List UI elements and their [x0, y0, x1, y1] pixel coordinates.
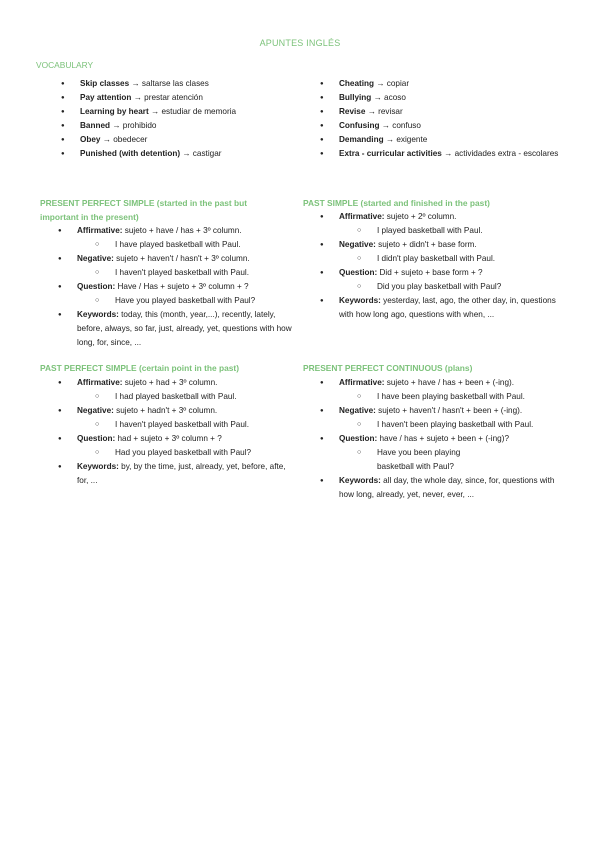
list-item: ● Affirmative: sujeto + have / has + been + (-ing). ○ I have been playing basketball with Paul.: [302, 376, 566, 404]
list-item: ● Obey → obedecer: [43, 133, 293, 147]
example-item: ○ I played basketball with Paul.: [339, 224, 564, 238]
past-simple-list: [302, 210, 564, 322]
example-item: ○ I have played basketball with Paul.: [77, 238, 295, 252]
past-simple-heading: PAST SIMPLE (started and finished in the past): [303, 198, 490, 208]
list-item: ● Question: had + sujeto + 3º column + ? ○ Had you played basketball with Paul?: [40, 432, 296, 460]
vocabulary-heading: VOCABULARY: [36, 60, 94, 70]
past-perfect-simple-heading: PAST PERFECT SIMPLE (certain point in the past): [40, 363, 239, 373]
example-item: ○ I haven't played basketball with Paul.: [77, 266, 295, 280]
example-item: ○ Have you played basketball with Paul?: [77, 294, 295, 308]
list-item: ● Keywords: today, this (month, year,...), recently, lately, before, always, so far, just, already, yet, questions with how long, for, since, ...: [40, 308, 295, 350]
list-item: ● Demanding → exigente: [302, 133, 564, 147]
list-item: ● Affirmative: sujeto + 2º column. ○ I played basketball with Paul.: [302, 210, 564, 238]
list-item: ● Affirmative: sujeto + have / has + 3º column. ○ I have played basketball with Paul.: [40, 224, 295, 252]
list-item: ● Punished (with detention) → castigar: [43, 147, 293, 161]
list-item: ● Keywords: all day, the whole day, since, for, questions with how long, already, yet, never, ever, ...: [302, 474, 566, 502]
list-item: ● Revise → revisar: [302, 105, 564, 119]
list-item: ● Question: Have / Has + sujeto + 3º column + ? ○ Have you played basketball with Paul?: [40, 280, 295, 308]
list-item: ● Skip classes → saltarse las clases: [43, 77, 293, 91]
list-item: ● Pay attention → prestar atención: [43, 91, 293, 105]
list-item: ● Question: have / has + sujeto + been + (-ing)? ○ Have you been playing basketball with Paul?: [302, 432, 566, 474]
present-perfect-continuous-heading: PRESENT PERFECT CONTINUOUS (plans): [303, 363, 473, 373]
present-perfect-simple-list: [40, 224, 295, 350]
example-item: ○ I haven't been playing basketball with Paul.: [339, 418, 566, 432]
page-title: APUNTES INGLÉS: [259, 38, 341, 48]
list-item: ● Bullying → acoso: [302, 91, 564, 105]
example-item: ○ I haven't played basketball with Paul.: [77, 418, 296, 432]
list-item: ● Confusing → confuso: [302, 119, 564, 133]
past-perfect-simple-list: [40, 376, 296, 488]
example-item: ○ Had you played basketball with Paul?: [77, 446, 296, 460]
example-item: ○ Have you been playing basketball with Paul?: [339, 446, 566, 474]
present-perfect-simple-heading: PRESENT PERFECT SIMPLE (started in the past but important in the present): [40, 198, 248, 222]
list-item: ● Keywords: yesterday, last, ago, the other day, in, questions with how long ago, questions with when, ...: [302, 294, 564, 322]
example-item: ○ Did you play basketball with Paul?: [339, 280, 564, 294]
example-item: ○ I didn't play basketball with Paul.: [339, 252, 564, 266]
list-item: ● Negative: sujeto + didn't + base form. ○ I didn't play basketball with Paul.: [302, 238, 564, 266]
list-item: ● Learning by heart → estudiar de memoria: [43, 105, 293, 119]
vocabulary-list-left: [43, 77, 293, 161]
list-item: ● Extra - curricular activities → actividades extra - escolares: [302, 147, 564, 161]
vocabulary-list-right: [302, 77, 564, 161]
list-item: ● Negative: sujeto + hadn't + 3º column. ○ I haven't played basketball with Paul.: [40, 404, 296, 432]
list-item: ● Affirmative: sujeto + had + 3º column. ○ I had played basketball with Paul.: [40, 376, 296, 404]
list-item: ● Banned → prohibido: [43, 119, 293, 133]
present-perfect-continuous-list: [302, 376, 566, 502]
example-item: ○ I have been playing basketball with Paul.: [339, 390, 566, 404]
list-item: ● Cheating → copiar: [302, 77, 564, 91]
list-item: ● Keywords: by, by the time, just, already, yet, before, afte, for, ...: [40, 460, 296, 488]
list-item: ● Negative: sujeto + haven't / hasn't + been + (-ing). ○ I haven't been playing basketball with Paul.: [302, 404, 566, 432]
example-item: ○ I had played basketball with Paul.: [77, 390, 296, 404]
list-item: ● Negative: sujeto + haven't / hasn't + 3º column. ○ I haven't played basketball with Paul.: [40, 252, 295, 280]
list-item: ● Question: Did + sujeto + base form + ? ○ Did you play basketball with Paul?: [302, 266, 564, 294]
